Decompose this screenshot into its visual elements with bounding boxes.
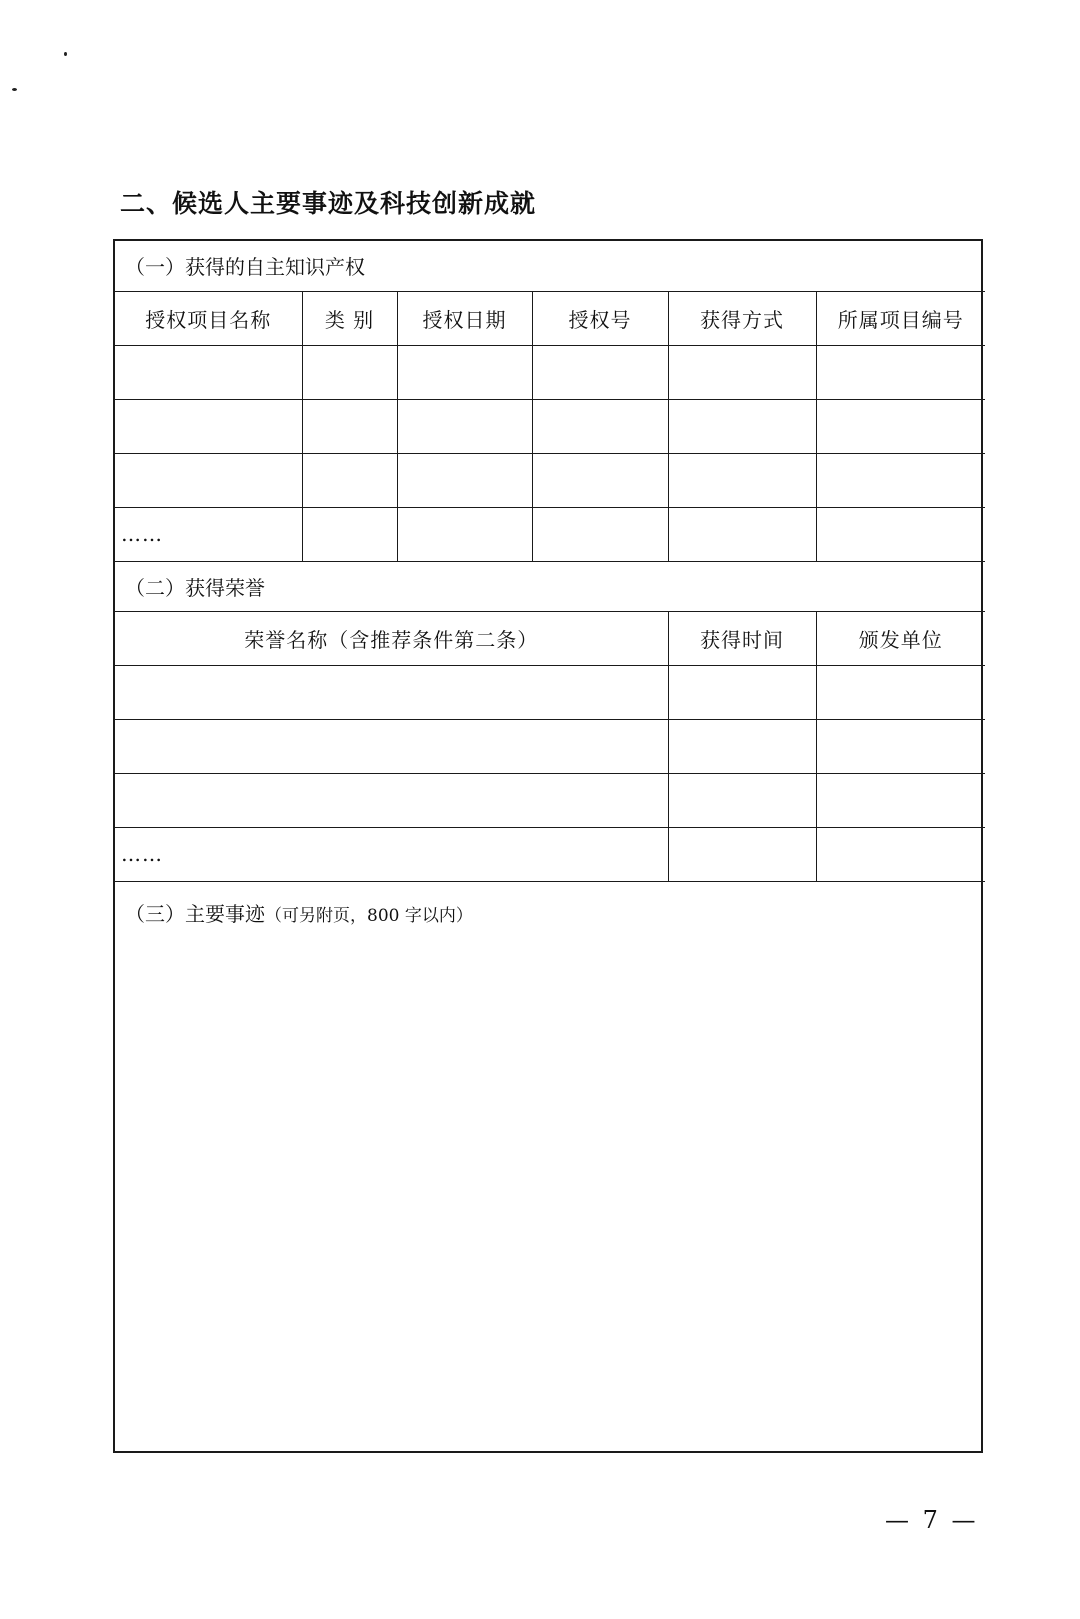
honor-header-row xyxy=(115,611,985,665)
ip-cell[interactable] xyxy=(115,399,302,453)
ip-col-date: 授权日期 xyxy=(397,291,532,345)
honor-section-title-row xyxy=(115,561,985,611)
honor-section-title: （二）获得荣誉 xyxy=(115,561,985,611)
ip-cell[interactable] xyxy=(668,399,816,453)
ip-cell[interactable] xyxy=(668,345,816,399)
honor-cell[interactable] xyxy=(115,665,668,719)
ip-col-category: 类 别 xyxy=(302,291,397,345)
honor-col-name: 荣誉名称（含推荐条件第二条） xyxy=(115,611,668,665)
ip-cell[interactable] xyxy=(115,453,302,507)
honor-cell[interactable] xyxy=(816,827,985,881)
ip-cell[interactable] xyxy=(816,399,985,453)
ip-cell[interactable] xyxy=(397,399,532,453)
ip-row xyxy=(115,399,985,453)
honor-cell[interactable] xyxy=(115,719,668,773)
ip-cell[interactable] xyxy=(816,507,985,561)
achievement-form xyxy=(113,239,983,1453)
ip-cell[interactable] xyxy=(532,399,668,453)
ip-col-name: 授权项目名称 xyxy=(115,291,302,345)
scan-speck xyxy=(12,88,17,91)
honor-cell[interactable] xyxy=(668,773,816,827)
honor-cell[interactable] xyxy=(668,827,816,881)
ip-cell[interactable] xyxy=(532,507,668,561)
honor-cell[interactable] xyxy=(668,665,816,719)
ip-cell[interactable] xyxy=(816,345,985,399)
ip-cell[interactable] xyxy=(115,345,302,399)
page-number: — 7 — xyxy=(885,1506,979,1534)
honor-cell[interactable] xyxy=(816,773,985,827)
ip-ellipsis: …… xyxy=(115,507,302,561)
ip-row xyxy=(115,453,985,507)
honor-row-ellipsis xyxy=(115,827,985,881)
ip-row-ellipsis xyxy=(115,507,985,561)
ip-section-title: （一）获得的自主知识产权 xyxy=(115,241,985,291)
form-table xyxy=(115,241,985,1444)
ip-header-row xyxy=(115,291,985,345)
ip-cell[interactable] xyxy=(302,453,397,507)
ip-cell[interactable] xyxy=(397,507,532,561)
deeds-note: （可另附页，800 字以内） xyxy=(265,905,473,926)
honor-row xyxy=(115,665,985,719)
honor-col-time: 获得时间 xyxy=(668,611,816,665)
ip-row xyxy=(115,345,985,399)
scan-speck xyxy=(64,52,67,56)
ip-cell[interactable] xyxy=(532,345,668,399)
deeds-row xyxy=(115,881,985,1444)
ip-cell[interactable] xyxy=(397,345,532,399)
ip-col-method: 获得方式 xyxy=(668,291,816,345)
ip-cell[interactable] xyxy=(302,507,397,561)
ip-cell[interactable] xyxy=(302,345,397,399)
ip-cell[interactable] xyxy=(397,453,532,507)
deeds-section-title: （三）主要事迹 xyxy=(125,901,265,926)
ip-cell[interactable] xyxy=(816,453,985,507)
ip-col-project-no: 所属项目编号 xyxy=(816,291,985,345)
ip-cell[interactable] xyxy=(532,453,668,507)
deeds-area[interactable] xyxy=(115,881,985,1444)
ip-cell[interactable] xyxy=(302,399,397,453)
honor-cell[interactable] xyxy=(115,773,668,827)
section-heading: 二、候选人主要事迹及科技创新成就 xyxy=(120,189,537,218)
honor-row xyxy=(115,773,985,827)
ip-cell[interactable] xyxy=(668,507,816,561)
honor-row xyxy=(115,719,985,773)
honor-cell[interactable] xyxy=(816,665,985,719)
honor-ellipsis: …… xyxy=(115,827,668,881)
honor-cell[interactable] xyxy=(816,719,985,773)
honor-cell[interactable] xyxy=(668,719,816,773)
honor-col-issuer: 颁发单位 xyxy=(816,611,985,665)
ip-section-title-row xyxy=(115,241,985,291)
ip-col-number: 授权号 xyxy=(532,291,668,345)
ip-cell[interactable] xyxy=(668,453,816,507)
